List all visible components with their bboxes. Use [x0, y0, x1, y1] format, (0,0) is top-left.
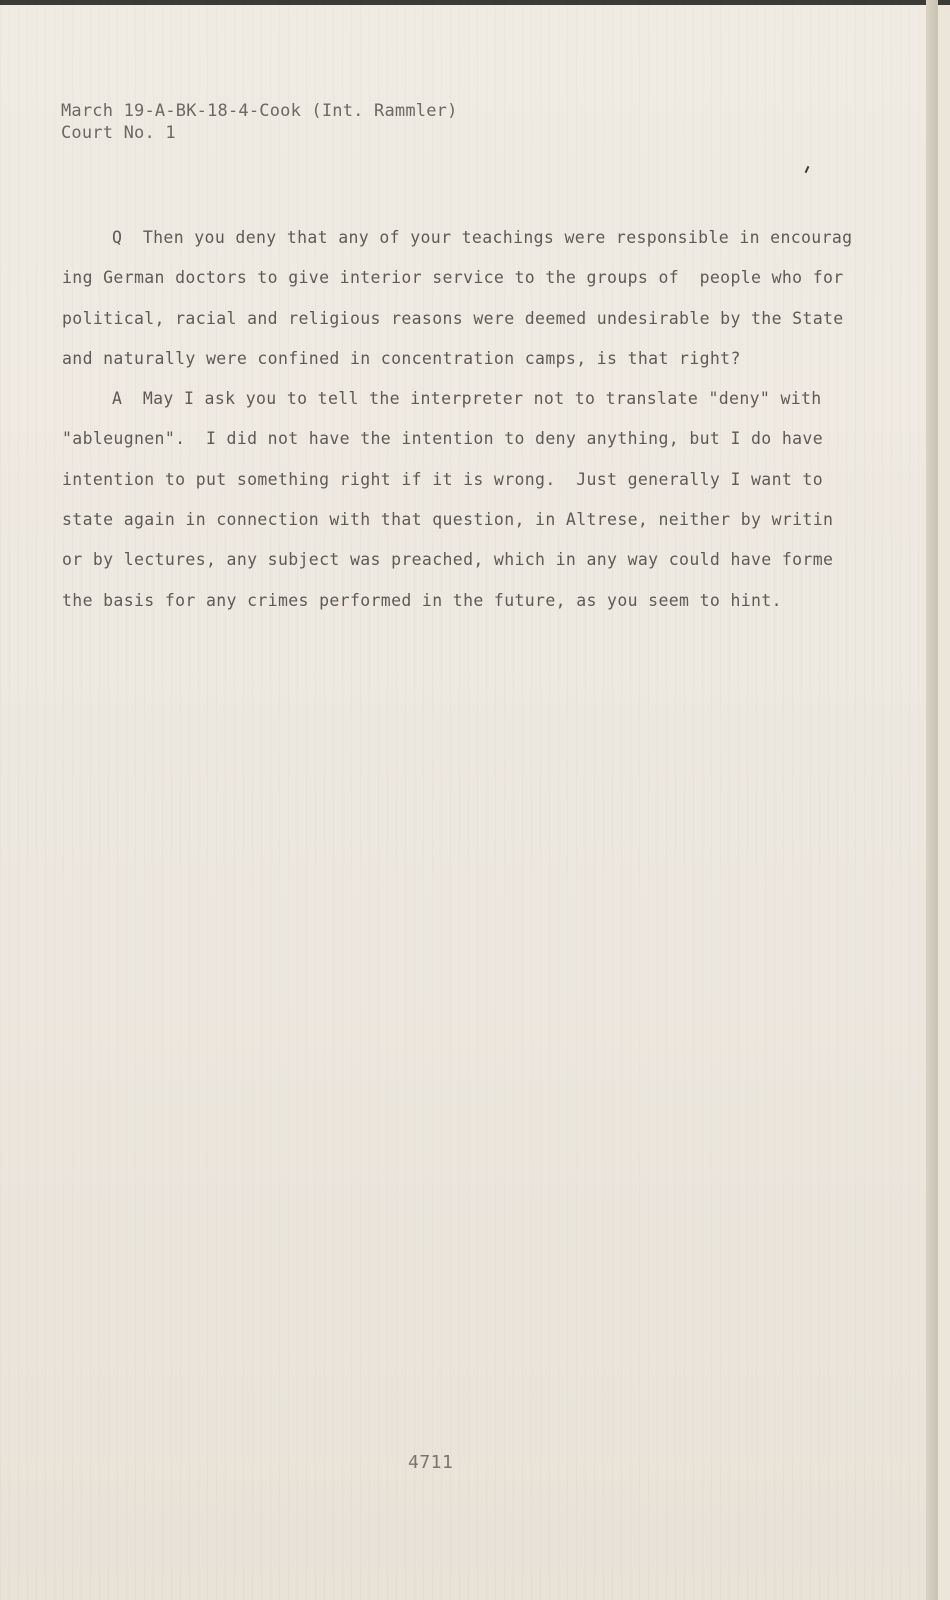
transcript-line: political, racial and religious reasons were deemed undesirable by the State [62, 308, 844, 328]
transcript-line: and naturally were confined in concentration camps, is that right? [62, 348, 741, 368]
document-header [61, 100, 458, 144]
transcript-line: ing German doctors to give interior service to the groups of people who for [62, 268, 844, 288]
transcript-body [62, 218, 853, 621]
pen-tick-mark [805, 166, 810, 173]
transcript-line: "ableugnen". I did not have the intention to deny anything, but I do have [62, 429, 824, 449]
transcript-line: the basis for any crimes performed in the future, as you seem to hint. [62, 590, 782, 610]
page-number: 4711 [408, 1452, 454, 1473]
header-court-line: Court No. 1 [61, 123, 176, 143]
paper-right-edge [926, 0, 938, 1600]
transcript-line: or by lectures, any subject was preached, which in any way could have forme [62, 550, 834, 570]
transcript-line: state again in connection with that question, in Altrese, neither by writin [62, 510, 834, 530]
scan-top-edge [0, 0, 950, 5]
header-case-line: March 19-A-BK-18-4-Cook (Int. Rammler) [61, 101, 458, 121]
transcript-line: intention to put something right if it is wrong. Just generally I want to [62, 469, 824, 489]
transcript-line: Q Then you deny that any of your teachings were responsible in encourag [112, 228, 853, 247]
transcript-line: A May I ask you to tell the interpreter not to translate "deny" with [112, 389, 822, 409]
